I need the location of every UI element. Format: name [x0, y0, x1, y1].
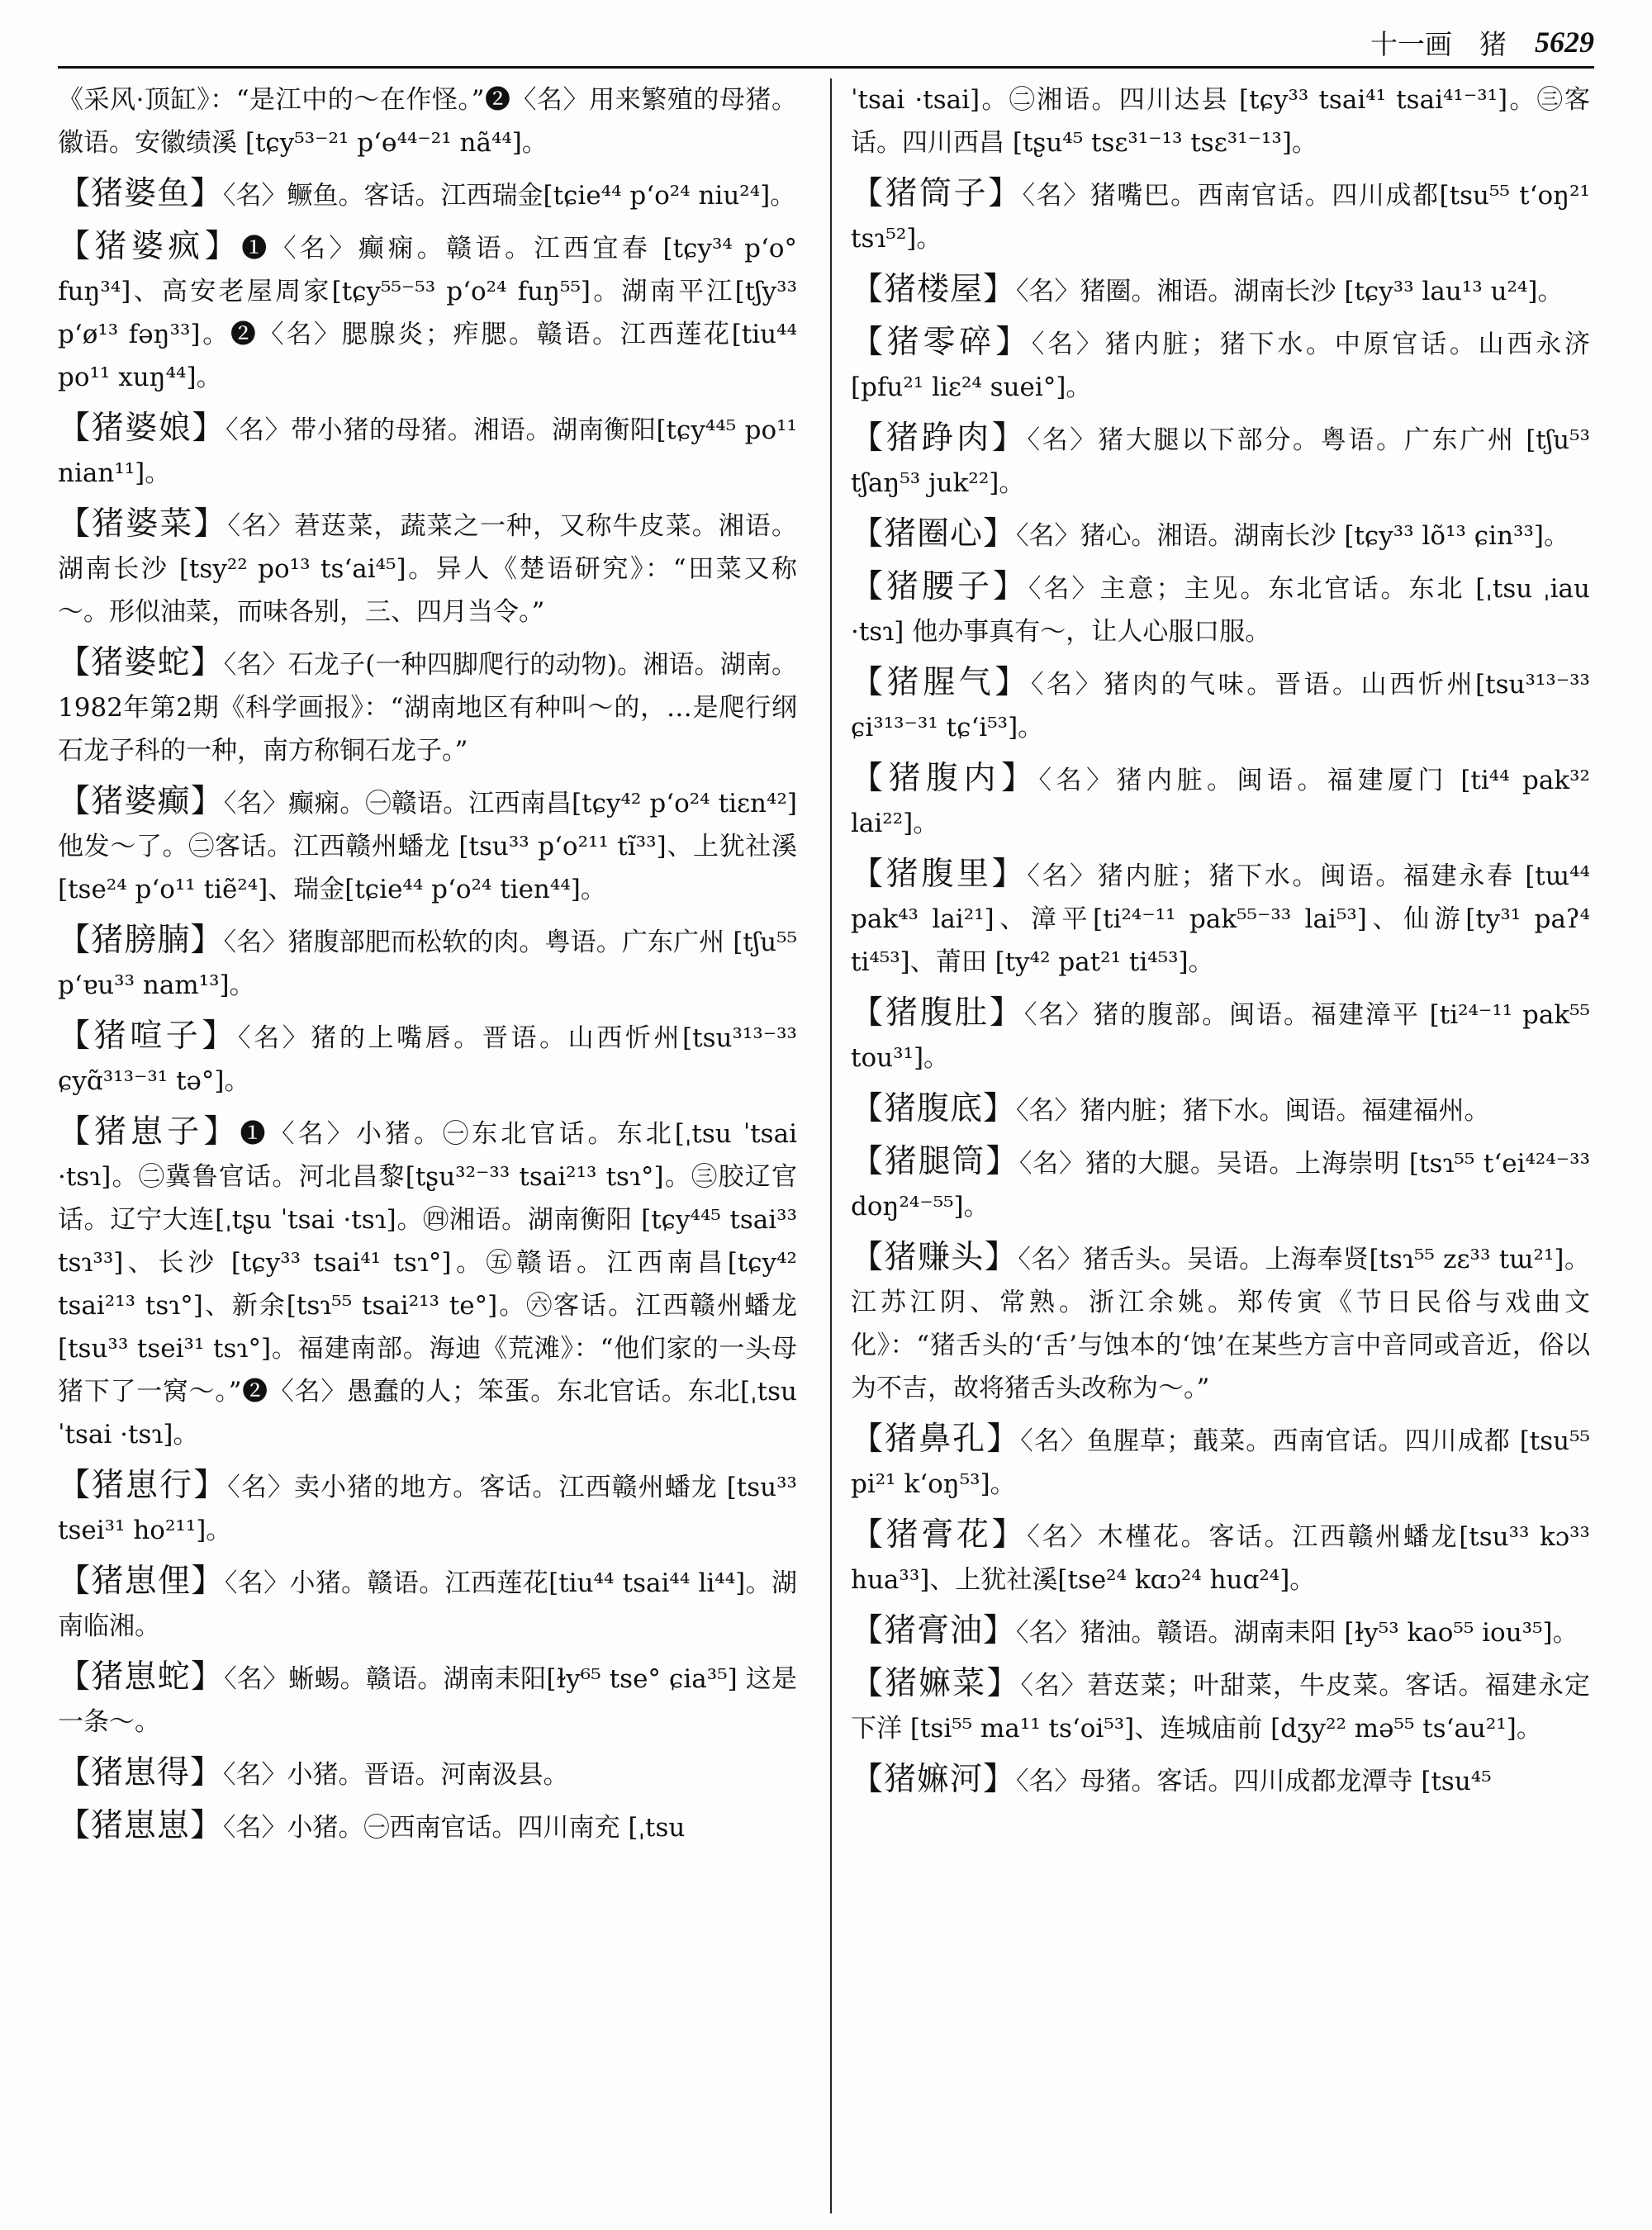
- entry-definition: 〈名〉木槿花。客话。江西赣州蟠龙[tsu³³ kɔ³³ hua³³]、上犹社溪[tse²⁴ kɑɔ²⁴ huɑ²⁴]。: [851, 1522, 1590, 1595]
- entry-definition: 〈名〉猪的腹部。闽语。福建漳平 [ti²⁴⁻¹¹ pak⁵⁵ tou³¹]。: [851, 1000, 1590, 1073]
- entry-headword: 【猪鼻孔】: [851, 1421, 1021, 1458]
- dictionary-entry: [851, 1236, 1590, 1410]
- dictionary-entry: [851, 1514, 1590, 1601]
- dictionary-entry: [58, 642, 797, 772]
- entry-headword: 【猪筒子】: [851, 175, 1023, 212]
- dictionary-entry: [851, 321, 1590, 409]
- dictionary-entry: [851, 757, 1590, 845]
- dictionary-entry: [58, 1805, 797, 1849]
- column-divider: [830, 78, 832, 2213]
- entry-headword: 【猪腹肚】: [851, 994, 1024, 1032]
- entry-headword: 【猪腥气】: [851, 664, 1031, 701]
- entry-headword: 【猪崽子】: [58, 1113, 240, 1151]
- dictionary-entry: [58, 919, 797, 1007]
- entry-definition: 〈名〉莙荙菜；叶甜菜，牛皮菜。客话。福建永定下洋 [tsi⁵⁵ ma¹¹ tsʻoi⁵³]、连城庙前 [dʒy²² mə⁵⁵ tsʻau²¹]。: [851, 1671, 1590, 1744]
- entry-headword: 【猪腹里】: [851, 856, 1028, 893]
- dictionary-entry: [58, 225, 797, 399]
- dictionary-entry: [851, 662, 1590, 749]
- entry-headword: 【猪零碎】: [851, 324, 1032, 361]
- dictionary-entry: [851, 1418, 1590, 1506]
- entry-definition: 〈名〉猪舌头。吴语。上海奉贤[tsɿ⁵⁵ zɛ³³ tɯ²¹]。江苏江阴、常熟。浙江余姚。郑传寅《节日民俗与戏曲文化》：“猪舌头的‘舌’与蚀本的‘蚀’在某些方言中音同或音近，俗以为不吉，故将猪舌头改称为～。”: [851, 1245, 1590, 1403]
- dictionary-entry: [58, 1752, 797, 1796]
- entry-definition: 〈名〉猪嘴巴。西南官话。四川成都[tsu⁵⁵ tʻoŋ²¹ tsɿ⁵²]。: [851, 181, 1590, 254]
- entry-definition: 〈名〉猪的大腿。吴语。上海崇明 [tsɿ⁵⁵ tʻei⁴²⁴⁻³³ doŋ²⁴⁻⁵⁵]。: [851, 1149, 1590, 1222]
- entry-definition: 〈名〉猪内脏；猪下水。闽语。福建福州。: [1016, 1096, 1490, 1126]
- entry-definition: 〈名〉鱼腥草；蕺菜。西南官话。四川成都 [tsu⁵⁵ pi²¹ kʻoŋ⁵³]。: [851, 1426, 1590, 1499]
- dictionary-entry: [58, 1464, 797, 1552]
- entry-definition: 〈名〉带小猪的母猪。湘语。湖南衡阳[tɕy⁴⁴⁵ po¹¹ nian¹¹]。: [58, 415, 797, 488]
- entry-headword: 【猪赚头】: [851, 1239, 1018, 1276]
- dictionary-entry: [851, 1088, 1590, 1132]
- entry-headword: 【猪膏花】: [851, 1516, 1028, 1554]
- dictionary-entry: [58, 1015, 797, 1103]
- entry-definition: ˈtsai ·tsai]。㊁湘语。四川达县 [tɕy³³ tsai⁴¹ tsai⁴¹⁻³¹]。㊂客话。四川西昌 [tʂu⁴⁵ tsɛ³¹⁻¹³ tsɛ³¹⁻¹³]。: [851, 85, 1590, 158]
- entry-definition: 〈名〉莙荙菜，蔬菜之一种，又称牛皮菜。湘语。湖南长沙 [tsy²² po¹³ tsʻai⁴⁵]。异人《楚语研究》：“田菜又称～。形似油菜，而味各别，三、四月当令。”: [58, 511, 797, 627]
- entry-headword: 【猪崽崽】: [58, 1807, 224, 1844]
- entry-headword: 【猪腿筒】: [851, 1143, 1019, 1180]
- dictionary-entry: [58, 1111, 797, 1456]
- page-header: [58, 18, 1594, 69]
- entry-headword: 【猪喧子】: [58, 1018, 238, 1055]
- entry-definition: 〈名〉主意；主见。东北官话。东北 [ˌtsu ˌiau ·tsɿ] 他办事真有～，让人心服口服。: [851, 574, 1590, 647]
- entry-definition: 〈名〉卖小猪的地方。客话。江西赣州蟠龙 [tsu³³ tsei³¹ ho²¹¹]。: [58, 1473, 797, 1545]
- dictionary-entry: [58, 407, 797, 495]
- dictionary-entry: [851, 268, 1590, 313]
- entry-definition: 〈名〉蜥蜴。赣语。湖南耒阳[ɫy⁶⁵ tse° ɕia³⁵] 这是一条～。: [58, 1664, 797, 1737]
- entry-definition: 〈名〉猪肉的气味。晋语。山西忻州[tsu³¹³⁻³³ ɕi³¹³⁻³¹ tɕʻi⁵³]。: [851, 670, 1590, 743]
- entry-definition: 〈名〉猪内脏。闽语。福建厦门 [ti⁴⁴ pak³² lai²²]。: [851, 766, 1590, 838]
- dictionary-entry: [58, 1656, 797, 1744]
- entry-definition: ❶〈名〉小猪。㊀东北官话。东北[ˌtsu ˈtsai ·tsɿ]。㊁冀鲁官话。河北昌黎[tʂu³²⁻³³ tsai²¹³ tsɿ°]。㊂胶辽官话。辽宁大连[ˌtʂu ˈtsai ·tsɿ]。㊃湘语。湖南衡阳 [tɕy⁴⁴⁵ tsai³³ tsɿ³³]、长沙 [tɕy³³ tsai⁴¹ tsɿ°]。㊄赣语。江西南昌[tɕy⁴² tsai²¹³ tsɿ°]、新余[tsɿ⁵⁵ tsai²¹³ te°]。㊅客话。江西赣州蟠龙 [tsu³³ tsei³¹ tsɿ°]。福建南部。海迪《荒滩》：“他们家的一头母猪下了一窝～。”❷〈名〉愚蠢的人；笨蛋。东北官话。东北[ˌtsu ˈtsai ·tsɿ]。: [58, 1119, 797, 1450]
- page-number: 5629: [1535, 26, 1594, 59]
- entry-headword: 【猪膏油】: [851, 1612, 1017, 1649]
- dictionary-entry: [851, 78, 1590, 164]
- dictionary-entry: [851, 513, 1590, 558]
- entry-definition: 《采风·顶缸》：“是江中的～在作怪。”❷〈名〉用来繁殖的母猪。徽语。安徽绩溪 [tɕy⁵³⁻²¹ pʻɵ⁴⁴⁻²¹ nã⁴⁴]。: [58, 85, 797, 158]
- entry-headword: 【猪婆娘】: [58, 410, 225, 447]
- dictionary-entry: [851, 992, 1590, 1079]
- dictionary-entry: [58, 78, 797, 164]
- entry-definition: 〈名〉猪大腿以下部分。粤语。广东广州 [tʃu⁵³ tʃaŋ⁵³ juk²²]。: [851, 425, 1590, 498]
- entry-headword: 【猪腹内】: [851, 760, 1039, 797]
- dictionary-entry: [851, 173, 1590, 260]
- entry-headword: 【猪楼屋】: [851, 271, 1017, 308]
- entry-headword: 【猪婆疯】: [58, 228, 242, 265]
- entry-headword: 【猪崽得】: [58, 1754, 224, 1791]
- dictionary-entry: [851, 1663, 1590, 1750]
- entry-headword: 【猪膀腩】: [58, 922, 224, 959]
- entry-headword: 【猪婆鱼】: [58, 175, 224, 212]
- entry-definition: 〈名〉猪的上嘴唇。晋语。山西忻州[tsu³¹³⁻³³ ɕyɑ̃³¹³⁻³¹ tə°]。: [58, 1023, 797, 1096]
- entry-headword: 【猪崽俚】: [58, 1563, 225, 1600]
- dictionary-entry: [58, 173, 797, 217]
- entry-definition: 〈名〉石龙子(一种四脚爬行的动物)。湘语。湖南。1982年第2期《科学画报》：“湖南地区有种叫～的，…是爬行纲石龙子科的一种，南方称铜石龙子。”: [58, 650, 797, 766]
- entry-headword: 【猪婆菜】: [58, 505, 228, 543]
- entry-definition: 〈名〉猪油。赣语。湖南耒阳 [ɫy⁵³ kao⁵⁵ iou³⁵]。: [1016, 1618, 1578, 1648]
- dictionary-entry: [58, 780, 797, 911]
- entry-headword: 【猪踭肉】: [851, 420, 1028, 457]
- entry-definition: 〈名〉癫痫。㊀赣语。江西南昌[tɕy⁴² pʻo²⁴ tiɛn⁴²] 他发～了。㊁客话。江西赣州蟠龙 [tsu³³ pʻo²¹¹ tĩ³³]、上犹社溪 [tse²⁴ pʻo¹¹ tiẽ²⁴]、瑞金[tɕie⁴⁴ pʻo²⁴ tien⁴⁴]。: [58, 789, 797, 904]
- entry-headword: 【猪腰子】: [851, 568, 1028, 605]
- entry-definition: 〈名〉猪内脏；猪下水。中原官话。山西永济 [pfu²¹ liɛ²⁴ suei°]。: [851, 330, 1590, 402]
- dictionary-entry: [58, 503, 797, 633]
- entry-definition: 〈名〉小猪。赣语。江西莲花[tiu⁴⁴ tsai⁴⁴ li⁴⁴]。湖南临湘。: [58, 1568, 797, 1641]
- dictionary-entry: [851, 417, 1590, 505]
- entry-headword: 【猪崽蛇】: [58, 1658, 225, 1696]
- dictionary-entry: [851, 1141, 1590, 1228]
- entry-headword: 【猪腹底】: [851, 1090, 1017, 1127]
- entry-definition: ❶〈名〉癫痫。赣语。江西宜春 [tɕy³⁴ pʻo° fuŋ³⁴]、高安老屋周家[tɕy⁵⁵⁻⁵³ pʻo²⁴ fuŋ⁵⁵]。湖南平江[tʃy³³ pʻø¹³ fəŋ³³]。❷〈名〉腮腺炎；痄腮。赣语。江西莲花[tiu⁴⁴ po¹¹ xuŋ⁴⁴]。: [58, 234, 797, 392]
- entry-headword: 【猪嫲菜】: [851, 1665, 1021, 1702]
- entry-headword: 【猪婆蛇】: [58, 644, 224, 681]
- entry-definition: 〈名〉小猪。㊀西南官话。四川南充 [ˌtsu: [223, 1813, 686, 1843]
- entry-definition: 〈名〉小猪。晋语。河南汲县。: [223, 1760, 569, 1790]
- entry-headword: 【猪圈心】: [851, 515, 1017, 553]
- entry-definition: 〈名〉鳜鱼。客话。江西瑞金[tɕie⁴⁴ pʻo²⁴ niu²⁴]。: [223, 181, 796, 211]
- entry-definition: 〈名〉猪腹部肥而松软的肉。粤语。广东广州 [tʃu⁵⁵ pʻɐu³³ nam¹³]。: [58, 928, 797, 1000]
- left-column: [58, 78, 797, 2213]
- entry-headword: 【猪崽行】: [58, 1467, 228, 1504]
- entry-definition: 〈名〉猪圈。湘语。湖南长沙 [tɕy³³ lau¹³ u²⁴]。: [1016, 277, 1564, 306]
- entry-headword: 【猪嫲河】: [851, 1761, 1017, 1798]
- dictionary-entry: [58, 1560, 797, 1648]
- section-title: 十一画 猪: [1370, 27, 1507, 60]
- dictionary-entry: [851, 1758, 1590, 1803]
- dictionary-entry: [851, 566, 1590, 653]
- entry-definition: 〈名〉猪内脏；猪下水。闽语。福建永春 [tɯ⁴⁴ pak⁴³ lai²¹]、漳平[ti²⁴⁻¹¹ pak⁵⁵⁻³³ lai⁵³]、仙游[ty³¹ paʔ⁴ ti⁴⁵³]、莆田 [ty⁴² pat²¹ ti⁴⁵³]。: [851, 861, 1590, 977]
- dictionary-entry: [851, 853, 1590, 984]
- entry-definition: 〈名〉母猪。客话。四川成都龙潭寺 [tsu⁴⁵: [1016, 1767, 1492, 1796]
- right-column: [851, 78, 1590, 2213]
- dictionary-entry: [851, 1610, 1590, 1654]
- entry-headword: 【猪婆癫】: [58, 783, 224, 820]
- entry-definition: 〈名〉猪心。湘语。湖南长沙 [tɕy³³ lõ¹³ ɕin³³]。: [1016, 521, 1569, 551]
